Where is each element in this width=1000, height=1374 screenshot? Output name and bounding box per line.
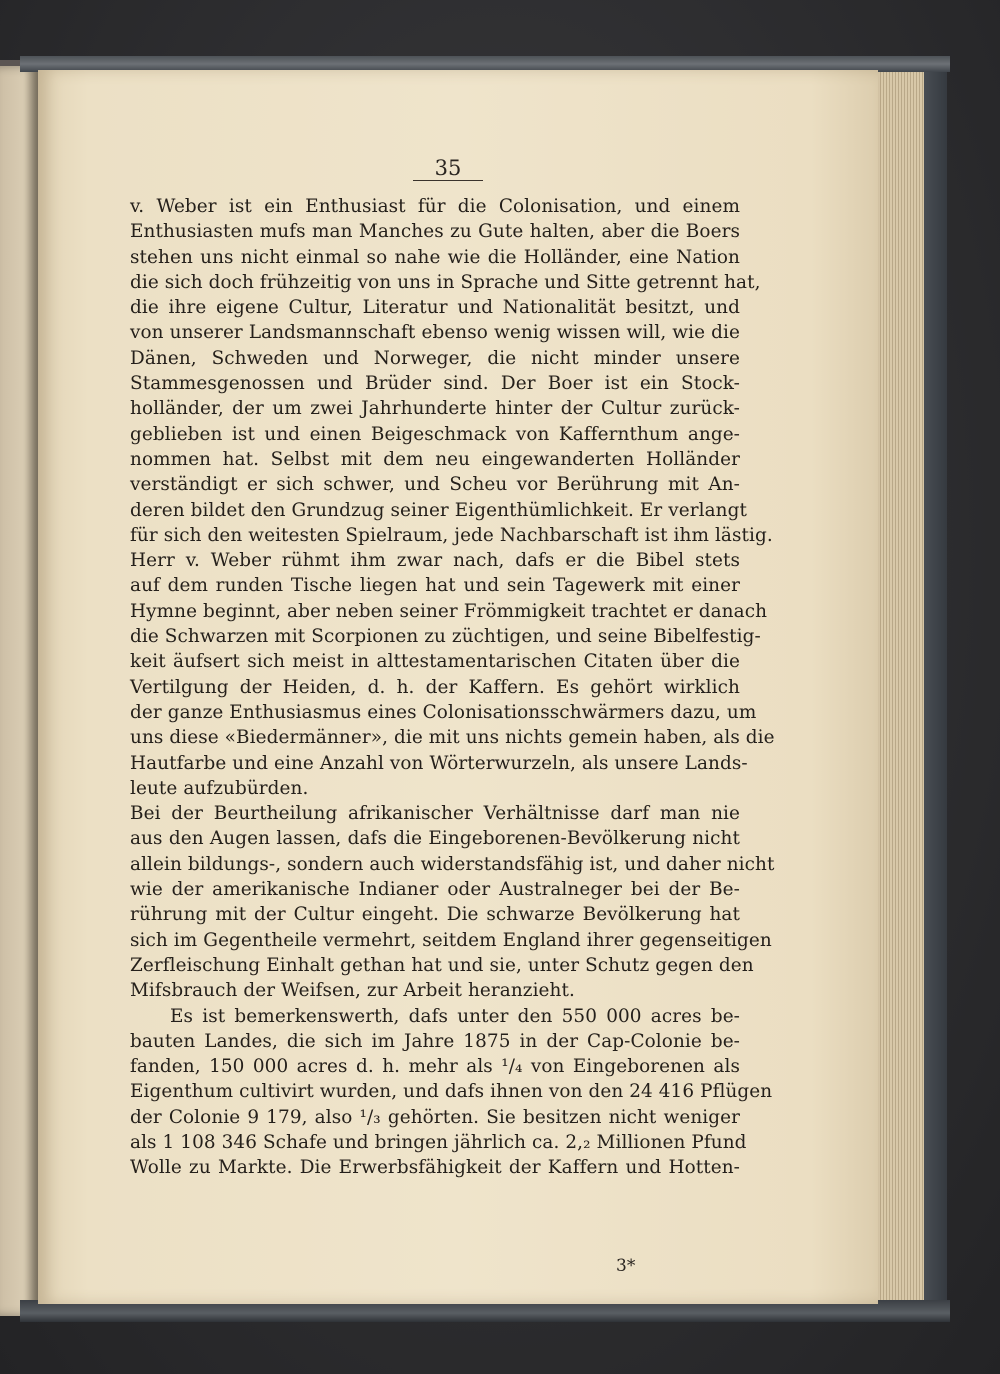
previous-page-edge <box>0 60 40 1316</box>
text-line: uns diese «Biedermänner», die mit uns nichts gemein haben, als die <box>130 727 775 749</box>
text-line: die Schwarzen mit Scorpionen zu züchtigen, und seine Bibelfestig- <box>130 626 761 648</box>
text-line: stehen uns nicht einmal so nahe wie die Holländer, eine Nation <box>130 246 740 268</box>
text-line: leute aufzubürden. <box>130 777 309 799</box>
text-line: die ihre eigene Cultur, Literatur und Nationalität besitzt, und <box>130 297 740 319</box>
text-line: Zerfleischung Einhalt gethan hat und sie, unter Schutz gegen den <box>130 954 754 976</box>
text-line: nommen hat. Selbst mit dem neu eingewanderten Holländer <box>130 448 740 470</box>
text-line: der ganze Enthusiasmus eines Colonisationsschwärmers dazu, um <box>130 701 757 723</box>
text-line: Hautfarbe und eine Anzahl von Wörterwurzeln, als unsere Lands- <box>130 752 748 774</box>
text-line: der Colonie 9 179, also ¹/₃ gehörten. Sie besitzen nicht weniger <box>130 1106 740 1128</box>
text-line: Herr v. Weber rühmt ihm zwar nach, dafs er die Bibel stets <box>130 550 740 572</box>
text-line: rührung mit der Cultur eingeht. Die schwarze Bevölkerung hat <box>130 904 740 926</box>
text-line: geblieben ist und einen Beigeschmack von Kaffernthum ange- <box>130 423 740 445</box>
book-page <box>38 70 878 1304</box>
text-line: fanden, 150 000 acres d. h. mehr als ¹/₄ von Eingeborenen als <box>130 1056 740 1078</box>
text-line: Enthusiasten mufs man Manches zu Gute halten, aber die Boers <box>130 221 740 243</box>
text-line: Dänen, Schweden und Norweger, die nicht minder unsere <box>130 347 740 369</box>
text-line: aus den Augen lassen, dafs die Eingeborenen-Bevölkerung nicht <box>130 828 740 850</box>
text-line: Mifsbrauch der Weifsen, zur Arbeit heranzieht. <box>130 980 575 1002</box>
text-line: bauten Landes, die sich im Jahre 1875 in der Cap-Colonie be- <box>130 1030 740 1052</box>
text-line: allein bildungs-, sondern auch widerstandsfähig ist, und daher nicht <box>130 853 775 875</box>
text-line: als 1 108 346 Schafe und bringen jährlich ca. 2,₂ Millionen Pfund <box>130 1131 747 1153</box>
text-line: Eigenthum cultivirt wurden, und dafs ihnen von den 24 416 Pflügen <box>130 1081 773 1103</box>
text-line: v. Weber ist ein Enthusiast für die Colonisation, und einem <box>130 196 740 217</box>
text-line: wie der amerikanische Indianer oder Australneger bei der Be- <box>130 879 740 901</box>
body-text <box>130 194 775 1181</box>
text-line: Hymne beginnt, aber neben seiner Frömmigkeit trachtet er danach <box>130 600 768 622</box>
text-line: keit äufsert sich meist in alttestamentarischen Citaten über die <box>130 651 740 673</box>
text-line: Es ist bemerkenswerth, dafs unter den 550 000 acres be- <box>170 1005 740 1027</box>
text-line: deren bildet den Grundzug seiner Eigenthümlichkeit. Er verlangt <box>130 499 747 521</box>
page-number: 35 <box>413 156 483 181</box>
text-line: sich im Gegentheile vermehrt, seitdem England ihrer gegenseitigen <box>130 929 772 951</box>
signature-mark: 3* <box>616 1256 636 1276</box>
text-line: die sich doch frühzeitig von uns in Sprache und Sitte getrennt hat, <box>130 271 761 293</box>
text-line: holländer, der um zwei Jahrhunderte hinter der Cultur zurück- <box>130 398 740 420</box>
text-line: Wolle zu Markte. Die Erwerbsfähigkeit der Kaffern und Hotten- <box>130 1157 740 1179</box>
text-line: auf dem runden Tische liegen hat und sein Tagewerk mit einer <box>130 575 740 597</box>
text-line: für sich den weitesten Spielraum, jede Nachbarschaft ist ihm lästig. <box>130 524 773 546</box>
text-line: Vertilgung der Heiden, d. h. der Kaffern. Es gehört wirklich <box>130 676 740 698</box>
text-line: von unserer Landsmannschaft ebenso wenig wissen will, wie die <box>130 322 740 344</box>
text-line: Bei der Beurtheilung afrikanischer Verhältnisse darf man nie <box>130 803 740 825</box>
text-line: Stammesgenossen und Brüder sind. Der Boer ist ein Stock- <box>130 373 740 395</box>
stacked-page-edges <box>872 68 924 1308</box>
text-line: verständigt er sich schwer, und Scheu vor Berührung mit An- <box>130 474 740 496</box>
